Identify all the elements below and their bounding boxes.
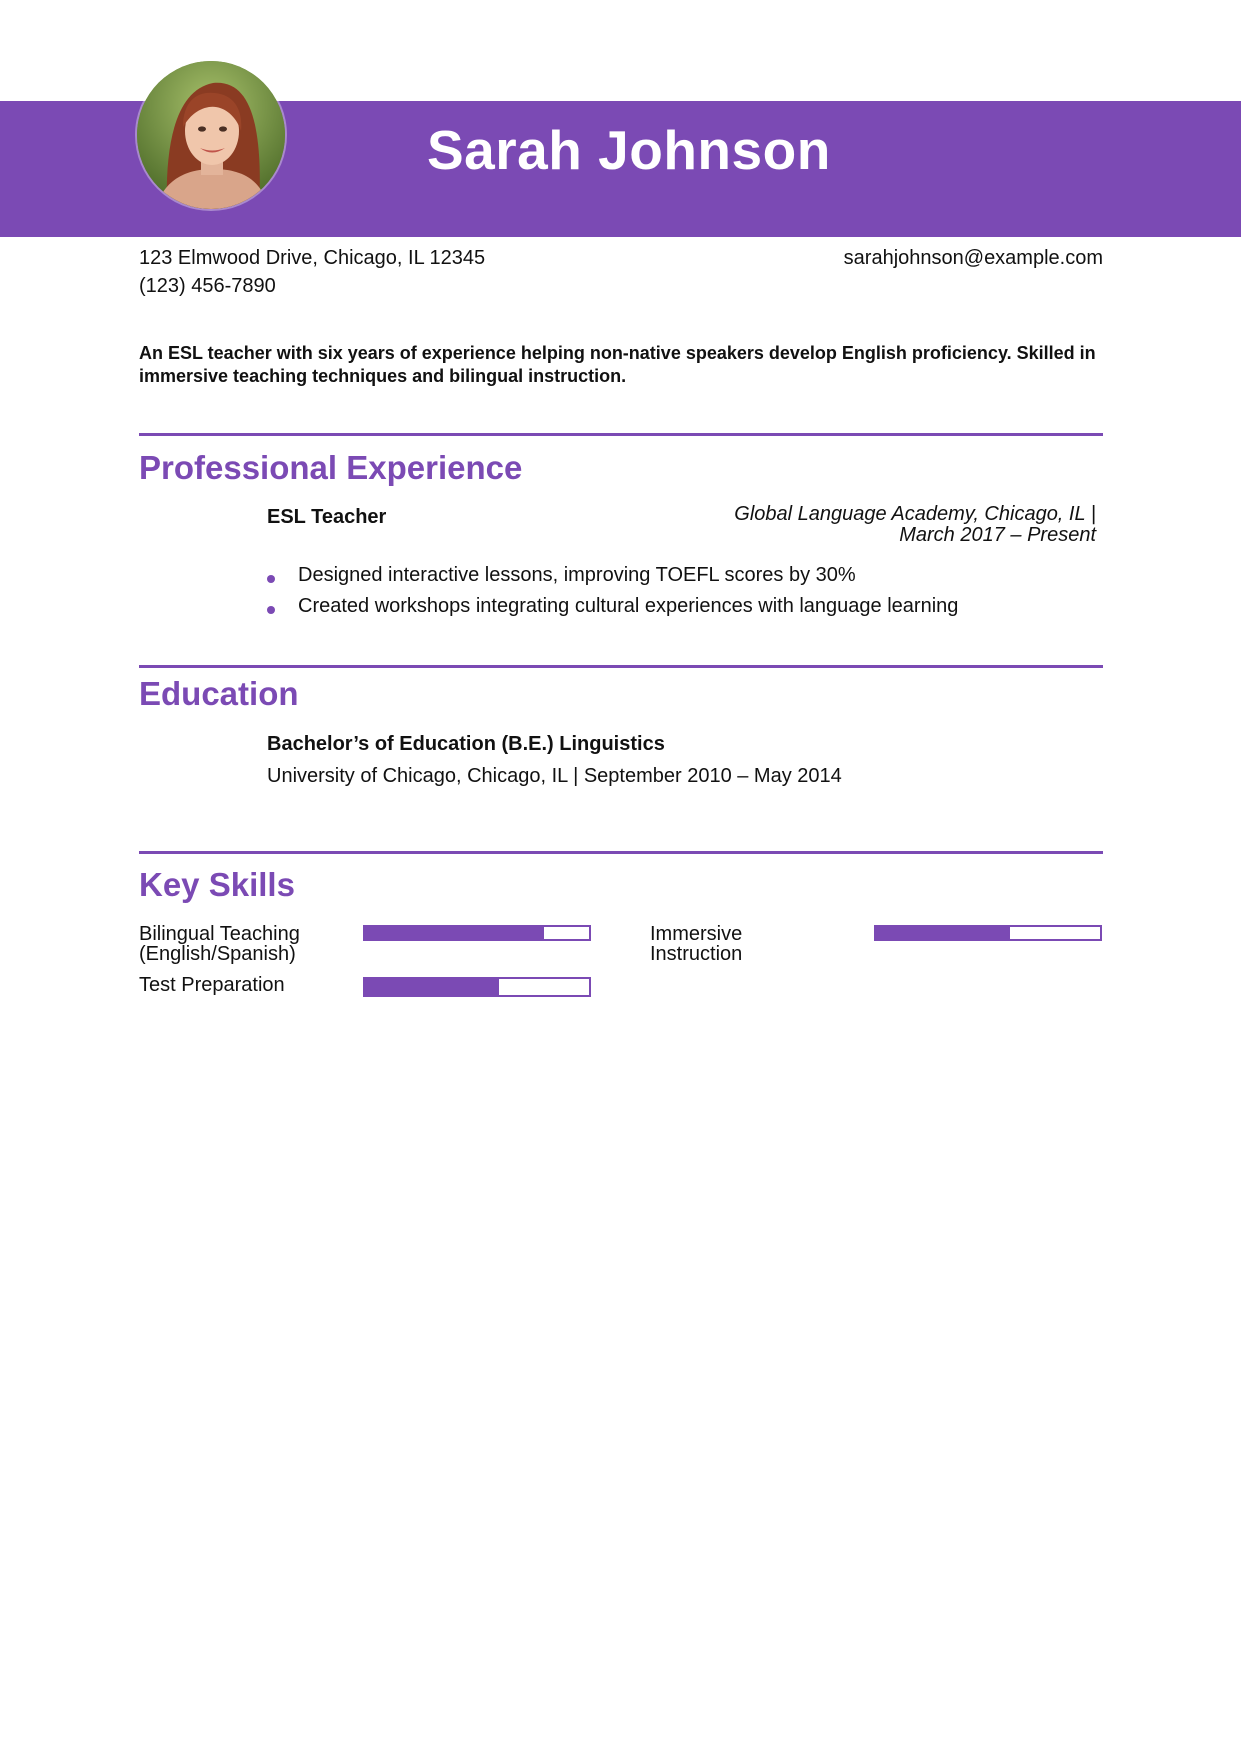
job-meta <box>676 504 1096 546</box>
contact-address: 123 Elmwood Drive, Chicago, IL 12345 <box>139 247 486 269</box>
section-title-experience: Professional Experience <box>139 449 523 486</box>
section-divider <box>139 851 1103 854</box>
list-item: Designed interactive lessons, improving TOEFL scores by 30% <box>267 560 958 591</box>
bullet-icon <box>267 606 275 614</box>
skill-label: Test Preparation <box>139 974 285 996</box>
bullet-icon <box>267 575 275 583</box>
candidate-name: Sarah Johnson <box>427 119 831 181</box>
portrait-icon <box>137 61 285 209</box>
professional-summary: An ESL teacher with six years of experience helping non-native speakers develop English proficiency. Skilled in immersive teaching techniques and bilingual instruction. <box>139 343 1096 386</box>
job-bullets <box>267 560 958 622</box>
job-dates: March 2017 – Present <box>899 524 1096 546</box>
job-title: ESL Teacher <box>267 506 387 528</box>
section-divider <box>139 665 1103 668</box>
skill-level-bar <box>363 977 591 997</box>
skill-level-fill <box>365 979 499 995</box>
section-title-skills: Key Skills <box>139 866 295 903</box>
skill-level-bar <box>874 925 1102 941</box>
section-title-education: Education <box>139 675 299 712</box>
section-divider <box>139 433 1103 436</box>
education-school: University of Chicago, Chicago, IL | September 2010 – May 2014 <box>267 765 842 787</box>
contact-phone: (123) 456-7890 <box>139 275 276 297</box>
profile-photo <box>137 61 285 209</box>
contact-email: sarahjohnson@example.com <box>843 247 1103 269</box>
skill-level-fill <box>876 927 1010 939</box>
job-employer-location: Global Language Academy, Chicago, IL | <box>734 503 1096 525</box>
skill-level-fill <box>365 927 544 939</box>
education-degree: Bachelor’s of Education (B.E.) Linguistics <box>267 733 665 755</box>
skill-label: Immersive Instruction <box>650 923 743 965</box>
skill-label: Bilingual Teaching (English/Spanish) <box>139 923 300 965</box>
list-item: Created workshops integrating cultural experiences with language learning <box>267 591 958 622</box>
skill-level-bar <box>363 925 591 941</box>
